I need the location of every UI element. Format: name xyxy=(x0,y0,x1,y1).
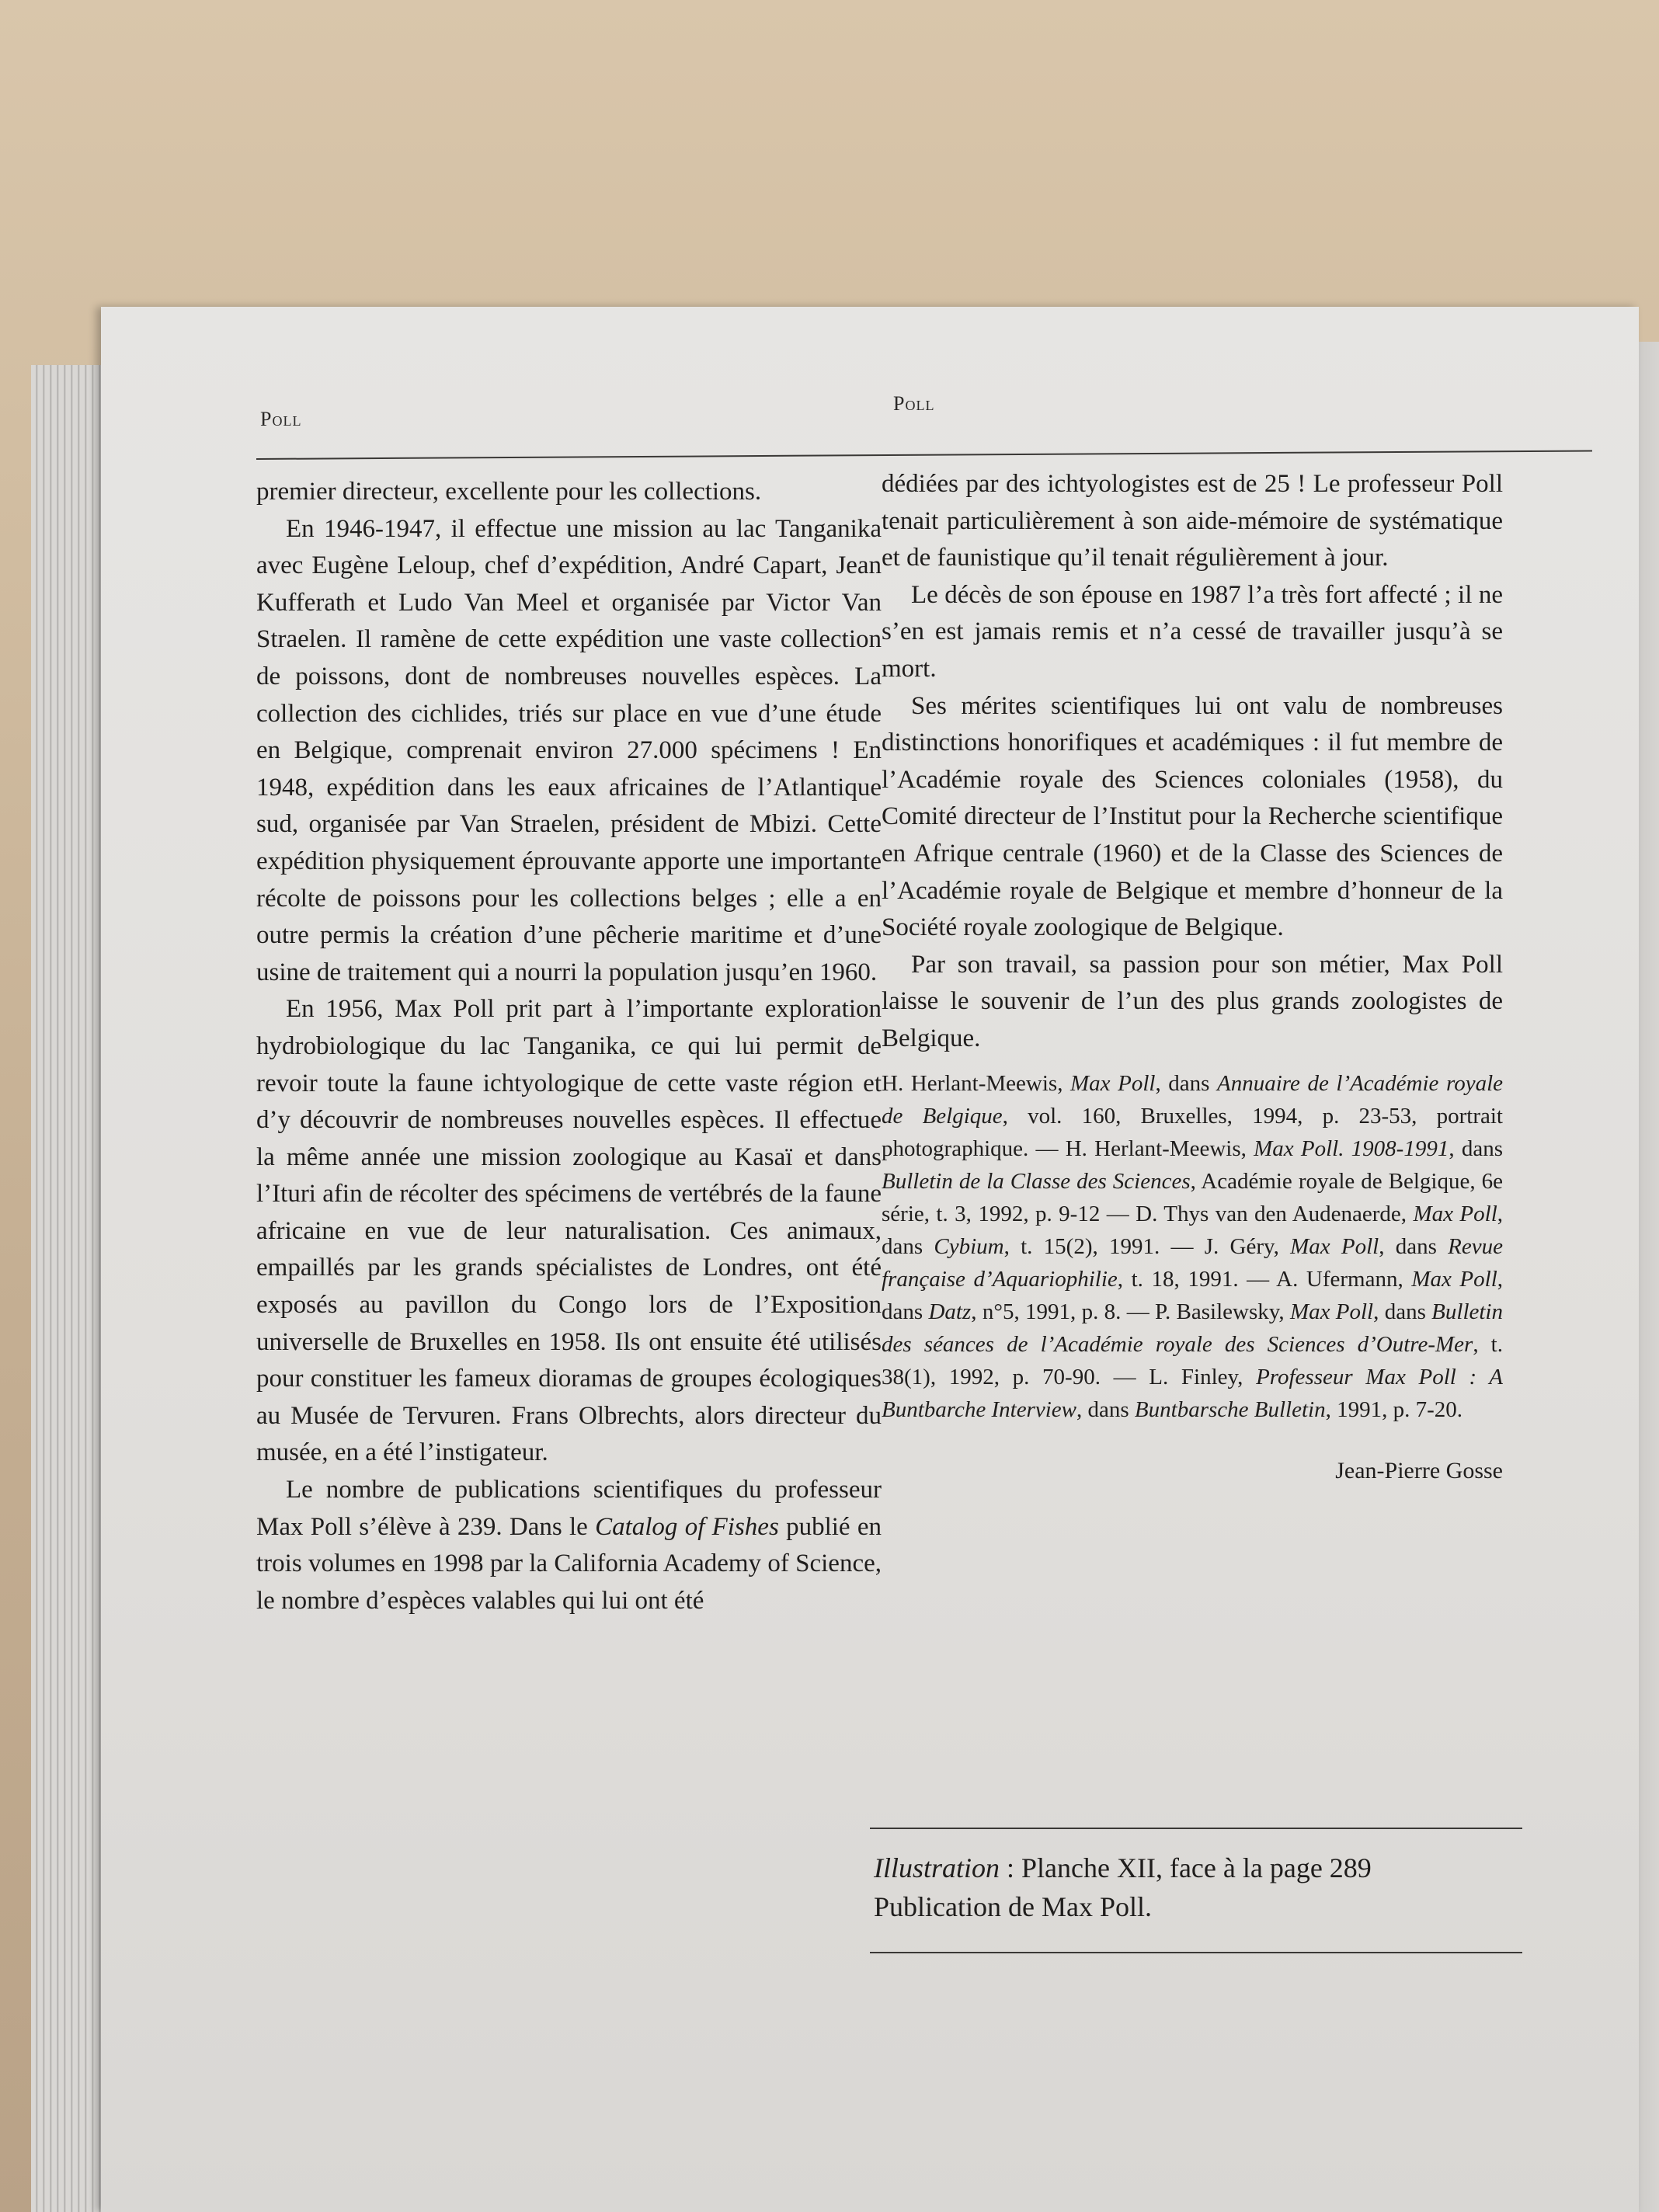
text-run: publié en trois volumes en 1998 par la California Academy of Science, le nombre d’espèces valables qui lui ont été xyxy=(256,1512,882,1615)
illustration-rule-top xyxy=(870,1828,1522,1829)
bib-italic-run: Professeur Max Poll : A Buntbarche Interview xyxy=(882,1364,1503,1422)
paragraph: En 1946-1947, il effectue une mission au lac Tanganika avec Eugène Leloup, chef d’expédition, André Capart, Jean Kufferath et Ludo Van Meel et organisée par Victor Van Straelen. Il ramène de cette expédition une vaste collection de poissons, dont de nombreuses nouvelles espèces. La collection des cichlides, triés sur place en vue d’une étude en Belgique, comprenait environ 27.000 spécimens ! En 1948, expédition dans les eaux africaines de l’Atlantique sud, organisée par Van Straelen, président de Mbizi. Cette expédition physiquement éprouvante apporte une importante récolte de poissons pour les collections belges ; elle a en outre permis la création d’une pêcherie maritime et d’une usine de traitement qui a nourri la population jusqu’en 1960. xyxy=(256,514,882,986)
bib-italic-run: Max Poll xyxy=(1289,1299,1374,1324)
header-rule xyxy=(256,450,1592,460)
bib-italic-run: Max Poll xyxy=(1413,1201,1497,1226)
paragraph xyxy=(256,1472,882,1619)
bib-text-run: , t. 38(1), 1992, p. 70-90. — L. Finley, xyxy=(882,1331,1503,1389)
bib-italic-run: Max Poll. 1908-1991 xyxy=(1254,1136,1449,1161)
illustration-line xyxy=(874,1849,1526,1887)
bib-text-run: , Académie royale de Belgique, 6e série, t. 3, 1992, p. 9-12 — D. Thys van den Audenaerde, xyxy=(882,1168,1503,1226)
bib-text-run: , dans xyxy=(1155,1070,1218,1096)
bibliography xyxy=(882,1067,1503,1426)
left-column xyxy=(256,474,882,1619)
paragraph: premier directeur, excellente pour les collections. xyxy=(256,478,762,506)
bib-italic-run: Max Poll xyxy=(1411,1266,1497,1292)
paragraph: Le décès de son épouse en 1987 l’a très fort affecté ; il ne s’en est jamais remis et n’a cessé de travailler jusqu’à se mort. xyxy=(882,580,1503,683)
bib-text-run: , dans xyxy=(1076,1396,1135,1422)
bib-italic-run: Max Poll xyxy=(1290,1233,1379,1259)
author-signature: Jean-Pierre Gosse xyxy=(1335,1457,1503,1483)
bib-text-run: , dans xyxy=(1449,1136,1503,1161)
illustration-rule-bottom xyxy=(870,1952,1522,1953)
italic-title: Catalog of Fishes xyxy=(595,1512,779,1541)
paragraph: Ses mérites scientifiques lui ont valu de nombreuses distinctions honorifiques et académiques : il fut membre de l’Académie royale des Sciences coloniales (1958), du Comité directeur de l’Institut pour la Recherche scientifique en Afrique centrale (1960) et de la Classe des Sciences de l’Académie royale de Belgique et membre d’honneur de la Société royale zoologique de Belgique. xyxy=(882,691,1503,942)
bib-italic-run: Datz xyxy=(928,1299,972,1324)
bib-italic-run: Max Poll xyxy=(1070,1070,1156,1096)
illustration-label: Illustration xyxy=(874,1852,1000,1883)
bib-text-run: , dans xyxy=(1379,1233,1449,1259)
bib-text-run: H. Herlant-Meewis, xyxy=(882,1070,1071,1096)
bib-italic-run: Buntbarsche Bulletin xyxy=(1134,1396,1326,1422)
bib-text-run: , dans xyxy=(1373,1299,1432,1324)
paragraph: Par son travail, sa passion pour son métier, Max Poll laisse le souvenir de l’un des plus grands zoologistes de Belgique. xyxy=(882,950,1503,1052)
bib-text-run: , vol. 160, Bruxelles, 1994, p. 23-53, portrait photographique. — H. Herlant-Meewis, xyxy=(882,1103,1503,1161)
bib-text-run: , n°5, 1991, p. 8. — P. Basilewsky, xyxy=(971,1299,1290,1324)
illustration-note xyxy=(874,1849,1526,1926)
book-page xyxy=(101,307,1639,2212)
bib-italic-run: Annuaire de l’Académie royale de Belgique xyxy=(882,1070,1504,1129)
running-head-center: Poll xyxy=(893,392,935,415)
bib-text-run: , t. 18, 1991. — A. Ufermann, xyxy=(1117,1266,1412,1292)
text-run: Le nombre de publications scientifiques du professeur Max Poll s’élève à 239. Dans le xyxy=(256,1476,882,1541)
bib-text-run: , dans xyxy=(882,1266,1504,1324)
bib-text-run: , dans xyxy=(882,1201,1504,1259)
bib-italic-run: Bulletin de la Classe des Sciences xyxy=(882,1168,1191,1194)
paragraph: dédiées par des ichtyologistes est de 25 ! Le professeur Poll tenait particulièrement à son aide-mémoire de systématique et de faunistique qu’il tenait régulièrement à jour. xyxy=(882,470,1503,572)
bib-text-run: , 1991, p. 7-20. xyxy=(1325,1396,1462,1422)
bib-italic-run: Cybium xyxy=(934,1233,1004,1259)
running-head-left: Poll xyxy=(260,408,302,430)
bib-italic-run: Bulletin des séances de l’Académie royale des Sciences d’Outre-Mer xyxy=(882,1299,1503,1357)
right-column xyxy=(882,466,1503,1489)
bib-italic-run: Revue française d’Aquariophilie xyxy=(882,1233,1503,1292)
illustration-line: Publication de Max Poll. xyxy=(874,1891,1152,1922)
paragraph: En 1956, Max Poll prit part à l’importante exploration hydrobiologique du lac Tanganika, ce qui lui permit de revoir toute la faune ichtyologique de cette vaste région et d’y découvrir de nombreuses nouvelles espèces. Il effectue la même année une mission zoologique au Kasaï et dans l’Ituri afin de récolter des spécimens de vertébrés de la faune africaine en vue de leur naturalisation. Ces animaux, empaillés par les grands spécialistes de Londres, ont été exposés au pavillon du Congo lors de l’Exposition universelle de Bruxelles en 1958. Ils ont ensuite été utilisés pour constituer les fameux dioramas de groupes écologiques au Musée de Tervuren. Frans Olbrechts, alors directeur du musée, en a été l’instigateur. xyxy=(256,995,882,1467)
bib-text-run: , t. 15(2), 1991. — J. Géry, xyxy=(1003,1233,1291,1259)
illustration-text: : Planche XII, face à la page 289 xyxy=(1000,1852,1372,1883)
